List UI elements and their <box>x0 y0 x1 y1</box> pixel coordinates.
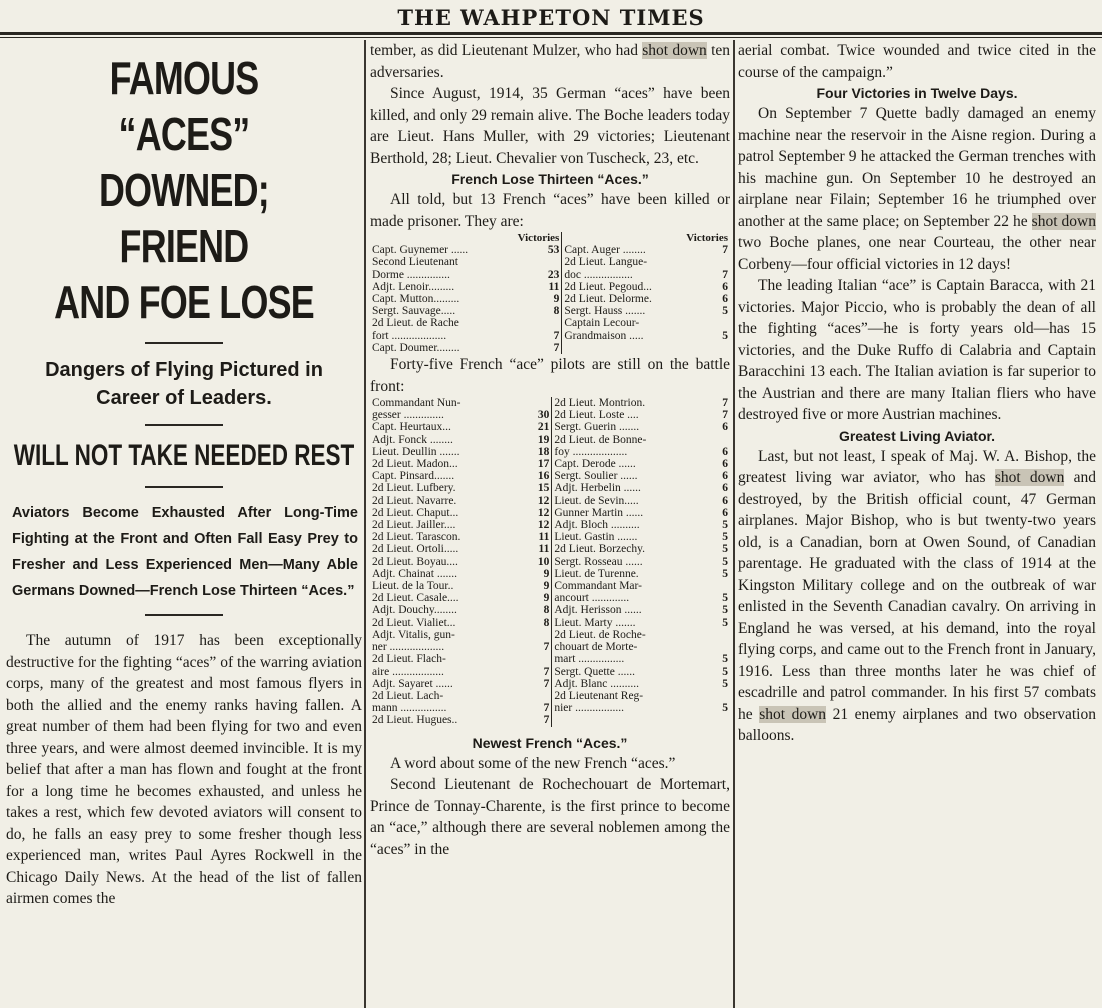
active-aces-table <box>370 397 730 726</box>
left-name-cell: 2d Lieut. de Rache <box>372 317 459 330</box>
right-score-cell: 6 <box>722 293 728 306</box>
left-score-cell: 7 <box>525 678 552 690</box>
column-2 <box>370 40 730 1008</box>
right-score-cell: 5 <box>722 305 728 318</box>
table-row <box>370 305 730 317</box>
table-row <box>370 281 730 293</box>
right-score-cell: 7 <box>722 244 728 257</box>
left-name-cell: Capt. Mutton......... <box>372 293 460 306</box>
article-body <box>370 40 730 232</box>
table-row <box>370 543 730 555</box>
table-row <box>370 653 730 665</box>
left-score-cell: 21 <box>525 421 552 433</box>
right-score-cell: 6 <box>722 458 728 471</box>
left-score-cell: 12 <box>525 519 552 531</box>
left-name-cell: Adjt. Douchy........ <box>372 604 457 617</box>
right-score-cell: 5 <box>722 604 728 617</box>
lost-aces-table <box>370 232 730 354</box>
masthead-rule <box>0 32 1102 35</box>
right-name-cell: 2d Lieut. Loste .... <box>554 409 639 422</box>
masthead: THE WAHPETON TIMES <box>397 5 705 30</box>
right-name-cell: foy ................... <box>554 445 628 458</box>
table-row <box>370 482 730 494</box>
right-name-cell: Commandant Mar- <box>554 580 642 593</box>
left-name-cell: 2d Lieut. Vialiet... <box>372 616 456 629</box>
right-score-cell: 6 <box>722 494 728 507</box>
highlight: shot down <box>642 42 707 59</box>
table-row <box>370 470 730 482</box>
right-name-cell: Lieut. Marty ....... <box>554 616 636 629</box>
left-name-cell: Commandant Nun- <box>372 397 461 410</box>
right-score-cell: 6 <box>722 506 728 519</box>
right-name-cell <box>562 342 714 354</box>
headline-secondary: WILL NOT TAKE NEEDED REST <box>13 439 355 472</box>
table-row <box>370 556 730 568</box>
table-row <box>370 446 730 458</box>
column-divider <box>364 40 366 1008</box>
left-score-cell <box>525 690 552 702</box>
paragraph: The autumn of 1917 has been exceptionally destructive for the fighting “aces” of the warring aviation corps, many of the greatest and most famous flyers in both the allied and the enemy ranks having fallen. A great number of them had been flying for two and even three years, and were almost deemed invincible. It is my belief that after a man has flown and fought at the front for a long time he becomes exhausted, and unless he takes a rest, which few devoted aviators will consent to do, he falls an easy prey to some fresher though less experienced man, writes Paul Ayres Rockwell in the Chicago Daily News. At the head of the list of fallen airmen comes the <box>6 632 362 907</box>
article-body <box>370 354 730 397</box>
right-score-cell: 6 <box>722 482 728 495</box>
left-name-cell: Adjt. Vitalis, gun- <box>372 628 455 641</box>
right-name-cell: 2d Lieut. Montrion. <box>554 397 646 410</box>
left-score-cell: 7 <box>535 330 561 342</box>
right-name-cell <box>552 714 714 726</box>
left-score-cell: 11 <box>525 543 552 555</box>
table-row <box>370 269 730 281</box>
table-row <box>370 397 730 409</box>
table-row <box>370 714 730 726</box>
right-name-cell: Sergt. Rosseau ...... <box>554 555 643 568</box>
left-score-cell <box>525 653 552 665</box>
left-score-cell: 9 <box>525 568 552 580</box>
highlight: shot down <box>994 469 1065 486</box>
left-name-cell: Adjt. Chainat ....... <box>372 567 457 580</box>
table-row <box>370 495 730 507</box>
right-score-cell: 5 <box>722 543 728 556</box>
column-3 <box>738 40 1096 1008</box>
subhead: Four Victories in Twelve Days. <box>816 85 1018 101</box>
right-score-cell: 5 <box>722 616 728 629</box>
left-name-cell: Capt. Guynemer ...... <box>372 244 469 257</box>
table-row <box>370 690 730 702</box>
column-1 <box>6 40 362 1008</box>
left-score-cell: 8 <box>525 617 552 629</box>
left-name-cell: gesser .............. <box>372 409 444 422</box>
left-score-cell: 18 <box>525 446 552 458</box>
left-name-cell: 2d Lieut. Madon... <box>372 458 458 471</box>
left-score-cell: 11 <box>535 281 561 293</box>
left-name-cell: 2d Lieut. Tarascon. <box>372 531 461 544</box>
right-score-cell: 5 <box>722 592 728 605</box>
right-name-cell: chouart de Morte- <box>554 641 638 654</box>
table-row <box>370 617 730 629</box>
headline-line: FAMOUS “ACES” <box>109 52 259 160</box>
left-score-cell: 12 <box>525 495 552 507</box>
left-name-cell: 2d Lieut. Casale.... <box>372 592 459 605</box>
left-score-cell: 8 <box>525 604 552 616</box>
table-row <box>370 678 730 690</box>
left-score-cell: 7 <box>525 702 552 714</box>
headline <box>45 50 323 330</box>
right-score-cell: 5 <box>722 555 728 568</box>
right-score-cell <box>714 580 730 592</box>
table-row <box>370 666 730 678</box>
table-row <box>370 641 730 653</box>
right-score-cell <box>714 317 730 329</box>
left-score-cell: 7 <box>525 641 552 653</box>
highlight: shot down <box>1031 212 1096 230</box>
left-score-cell: 9 <box>535 293 561 305</box>
table-row <box>370 519 730 531</box>
left-name-cell: Adjt. Sayaret ...... <box>372 677 453 690</box>
left-score-cell: 17 <box>525 458 552 470</box>
paragraph: All told, but 13 French “aces” have been killed or made prisoner. They are: <box>370 191 730 230</box>
left-score-cell: 23 <box>535 269 561 281</box>
table-row <box>370 507 730 519</box>
right-name-cell: 2d Lieut. Langue- <box>564 256 648 269</box>
left-name-cell: Adjt. Lenoir......... <box>372 280 455 293</box>
right-score-cell: 5 <box>722 567 728 580</box>
right-name-cell: doc ................. <box>564 268 633 281</box>
headline-line: AND FOE LOSE <box>54 276 314 328</box>
paragraph: On September 7 Quette badly damaged an enemy machine near the reservoir in the Aisne region. During a patrol September 9 he attacked the German trenches with his machine gun. On September 10 he destroyed an airplane near Filain; September 16 he triumphed over another at the same place; on September 22 he shot down two Boche planes, one near Courteau, the other near Corbeny—four official victories in 12 days! <box>738 105 1096 273</box>
table-row <box>370 244 730 256</box>
right-name-cell: 2d Lieutenant Reg- <box>554 689 644 702</box>
paragraph: aerial combat. Twice wounded and twice cited in the course of the campaign.” <box>738 42 1096 81</box>
table-row <box>370 458 730 470</box>
subhead: Greatest Living Aviator. <box>838 427 996 444</box>
right-score-cell: 5 <box>722 665 728 678</box>
right-name-cell: Capt. Auger ........ <box>564 244 646 257</box>
left-score-cell: 16 <box>525 470 552 482</box>
right-score-cell: 5 <box>722 329 728 342</box>
left-name-cell: 2d Lieut. Ortoli..... <box>372 543 459 556</box>
right-score-cell: 6 <box>722 421 728 434</box>
right-name-cell: 2d Lieut. de Bonne- <box>554 433 647 446</box>
right-score-cell: 6 <box>722 445 728 458</box>
column-divider <box>733 40 735 1008</box>
left-score-cell: 10 <box>525 556 552 568</box>
left-name-cell: Adjt. Fonck ........ <box>372 433 453 446</box>
left-name-cell: mann ................ <box>372 702 447 715</box>
table-row <box>370 330 730 342</box>
right-name-cell: nier ................. <box>554 702 624 715</box>
table-row <box>370 256 730 268</box>
left-score-cell: 19 <box>525 434 552 446</box>
table-row <box>370 604 730 616</box>
left-score-cell: 12 <box>525 507 552 519</box>
left-name-cell: aire .................. <box>372 665 444 678</box>
left-name-cell: Lieut. de la Tour.. <box>372 580 454 593</box>
paragraph: A word about some of the new French “aces.” <box>390 754 676 772</box>
left-score-cell: 30 <box>525 409 552 421</box>
separator <box>145 614 223 616</box>
table-row <box>370 342 730 354</box>
table-row <box>370 434 730 446</box>
left-name-cell: Lieut. Deullin ....... <box>372 445 460 458</box>
left-name-cell: Second Lieutenant <box>372 256 458 269</box>
right-score-cell: 5 <box>722 702 728 715</box>
table-row <box>370 580 730 592</box>
right-score-cell: 5 <box>722 653 728 666</box>
right-name-cell: Sergt. Guerin ....... <box>554 421 640 434</box>
subdeck: Aviators Become Exhausted After Long-Time Fighting at the Front and Often Fall Easy Prey to Fresher and Less Experienced Men—Many Able Germans Downed—French Lose Thirteen “Aces.” <box>12 505 358 599</box>
right-score-cell: 6 <box>722 470 728 483</box>
headline-line: DOWNED; FRIEND <box>99 164 269 272</box>
left-name-cell: Capt. Pinsard....... <box>372 470 455 483</box>
right-score-cell: 7 <box>722 409 728 422</box>
left-score-cell: 11 <box>525 531 552 543</box>
left-name-cell: 2d Lieut. Hugues.. <box>372 714 458 727</box>
right-score-cell: 7 <box>722 397 728 410</box>
left-name-cell: Sergt. Sauvage..... <box>372 305 456 318</box>
right-name-cell: Capt. Derode ...... <box>554 458 636 471</box>
left-name-cell: 2d Lieut. Lufbery. <box>372 482 456 495</box>
left-score-cell <box>525 629 552 641</box>
right-name-cell: mart ................ <box>554 653 625 666</box>
left-name-cell: 2d Lieut. Boyau.... <box>372 555 458 568</box>
right-name-cell: Adjt. Herisson ...... <box>554 604 642 617</box>
right-score-cell: 5 <box>722 519 728 532</box>
separator <box>145 486 223 488</box>
left-score-cell: 9 <box>525 580 552 592</box>
right-name-cell: 2d Lieut. de Roche- <box>554 628 646 641</box>
right-name-cell: 2d Lieut. Pegoud... <box>564 280 652 293</box>
table-header: Victories <box>370 232 562 244</box>
deck-line: Dangers of Flying Pictured in <box>45 359 323 381</box>
left-name-cell: Capt. Heurtaux... <box>372 421 451 434</box>
masthead-rule-thin <box>0 37 1102 38</box>
left-score-cell: 7 <box>525 666 552 678</box>
subhead: French Lose Thirteen “Aces.” <box>451 171 649 187</box>
separator <box>145 424 223 426</box>
table-row <box>370 531 730 543</box>
left-name-cell: ner ................... <box>372 641 445 654</box>
right-name-cell: Grandmaison ..... <box>564 329 644 342</box>
right-score-cell <box>714 714 730 726</box>
separator <box>145 342 223 344</box>
left-score-cell: 7 <box>525 714 552 726</box>
right-name-cell: Lieut. de Turenne. <box>554 567 639 580</box>
subhead: Newest French “Aces.” <box>472 734 628 751</box>
table-row <box>370 409 730 421</box>
left-score-cell: 9 <box>525 592 552 604</box>
left-score-cell <box>535 256 561 268</box>
left-name-cell: 2d Lieut. Chaput... <box>372 506 459 519</box>
right-score-cell <box>714 690 730 702</box>
left-score-cell <box>535 317 561 329</box>
article-body <box>6 630 362 910</box>
table-row <box>370 317 730 329</box>
table-row <box>370 568 730 580</box>
paragraph: Forty-five French “ace” pilots are still on the battle front: <box>370 356 730 395</box>
left-name-cell: 2d Lieut. Navarre. <box>372 494 457 507</box>
right-score-cell <box>714 641 730 653</box>
table-row <box>370 592 730 604</box>
left-score-cell: 15 <box>525 482 552 494</box>
table-row <box>370 293 730 305</box>
paragraph: Since August, 1914, 35 German “aces” have been killed, and only 29 remain alive. The Boche leaders today are Lieut. Hans Muller, with 29 victories; Lieutenant Berthold, 28; Lieut. Chevalier von Tuscheck, 23, etc. <box>370 85 730 167</box>
left-name-cell: 2d Lieut. Flach- <box>372 653 446 666</box>
left-name-cell: 2d Lieut. Lach- <box>372 689 444 702</box>
right-name-cell: Gunner Martin ...... <box>554 506 644 519</box>
left-name-cell: Dorme ............... <box>372 268 450 281</box>
right-name-cell: ancourt ............. <box>554 592 630 605</box>
right-name-cell: 2d Lieut. Borzechy. <box>554 543 645 556</box>
right-score-cell: 7 <box>722 268 728 281</box>
right-score-cell: 5 <box>722 531 728 544</box>
paragraph: The leading Italian “ace” is Captain Baracca, with 21 victories. Major Piccio, who is probably the dean of all the fighting “aces”—he is forty years old—has 15 victories, and the Duke Ruffo di Calabria and Captain Baracchini 13 each. The Italian aviation is far superior to the Austrian and there are many Italian fliers who have destroyed five or more Austrian machines. <box>738 277 1096 423</box>
right-name-cell: Sergt. Hauss ....... <box>564 305 646 318</box>
right-score-cell: 5 <box>722 677 728 690</box>
left-score-cell: 53 <box>535 244 561 256</box>
left-score-cell: 8 <box>535 305 561 317</box>
right-name-cell: Adjt. Blanc .......... <box>554 677 640 690</box>
right-score-cell <box>714 342 730 354</box>
left-name-cell: 2d Lieut. Jailler.... <box>372 519 456 532</box>
table-row <box>370 629 730 641</box>
left-name-cell: Capt. Doumer........ <box>372 341 460 354</box>
deck <box>6 356 362 412</box>
paragraph: Last, but not least, I speak of Maj. W. A. Bishop, the greatest living war aviator, who has shot down and destroyed, by the British official count, 47 German airplanes. Major Bishop, who is but twenty-two years old, is a Canadian, born at Owen Sound, of Canadian parentage. He graduated with the class of 1914 at the Kingston Military college and on the outbreak of war enlisted in the Seventh Canadian cavalry. On arriving in England he was versed, at his demand, into the royal flying corps, and came out to the French front in January, 1916. Less than three months later he was chief of escadrille and patrol commander. In his first 57 combats he shot down 21 enemy airplanes and two observation balloons. <box>738 447 1096 744</box>
left-name-cell: fort ................... <box>372 329 447 342</box>
right-name-cell: Sergt. Soulier ...... <box>554 470 638 483</box>
right-score-cell <box>714 256 730 268</box>
right-name-cell: Lieut. de Sevin..... <box>554 494 639 507</box>
left-score-cell <box>525 397 552 409</box>
table-header: Victories <box>686 232 728 244</box>
right-name-cell: Adjt. Herbelin ...... <box>554 482 641 495</box>
right-name-cell: Captain Lecour- <box>564 317 640 330</box>
right-score-cell <box>714 434 730 446</box>
table-row <box>370 702 730 714</box>
right-name-cell: 2d Lieut. Delorme. <box>564 293 652 306</box>
right-name-cell: Sergt. Quette ...... <box>554 665 635 678</box>
right-score-cell <box>714 629 730 641</box>
right-name-cell: Lieut. Gastin ....... <box>554 531 638 544</box>
deck-line: Career of Leaders. <box>96 387 272 409</box>
table-row <box>370 421 730 433</box>
right-score-cell: 6 <box>722 280 728 293</box>
article-body <box>370 733 730 861</box>
paragraph: Second Lieutenant de Rochechouart de Mortemart, Prince de Tonnay-Charente, is the first prince to become an “ace,” although there are several noblemen among the “aces” in the <box>370 776 730 858</box>
highlight: shot down <box>759 705 827 723</box>
article-body <box>738 40 1096 747</box>
left-score-cell: 7 <box>535 342 561 354</box>
paragraph: tember, as did Lieutenant Mulzer, who had shot down ten adversaries. <box>370 42 730 81</box>
right-name-cell: Adjt. Bloch .......... <box>554 519 640 532</box>
